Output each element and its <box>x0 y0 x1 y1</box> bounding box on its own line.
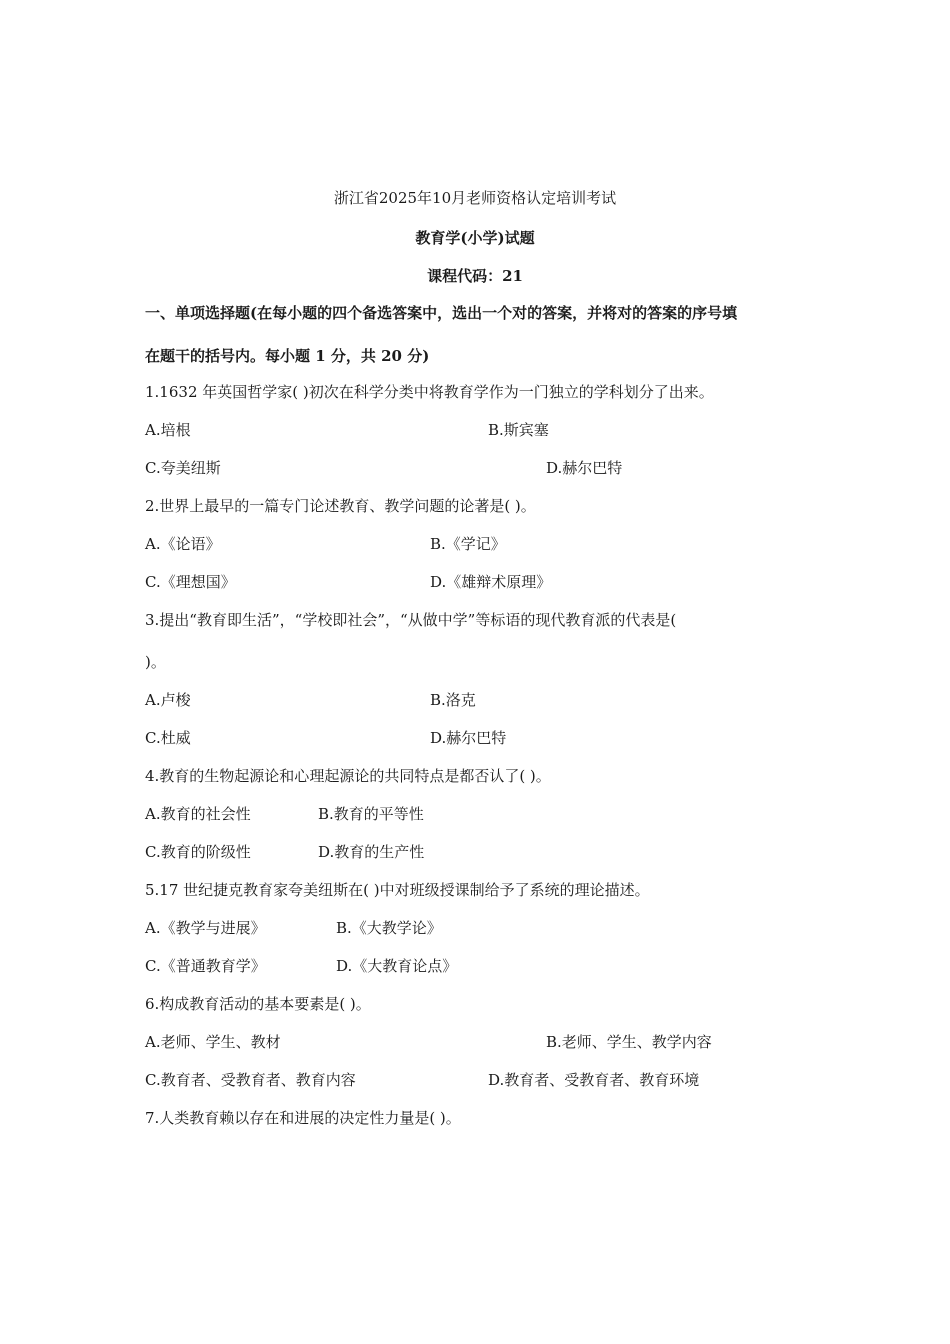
question-5-option-c: C.《普通教育学》 <box>145 957 266 975</box>
question-4-option-c: C.教育的阶级性 <box>145 843 251 861</box>
question-3-stem-continued: )。 <box>145 653 166 671</box>
question-2-option-a: A.《论语》 <box>145 535 221 553</box>
question-4-stem: 4.教育的生物起源论和心理起源论的共同特点是都否认了( )。 <box>145 767 551 785</box>
question-1-option-a: A.培根 <box>145 421 191 439</box>
question-5-option-a: A.《教学与进展》 <box>145 919 266 937</box>
section-heading-line2: 在题干的括号内。每小题 1 分，共 20 分) <box>145 347 430 365</box>
question-3-option-d: D.赫尔巴特 <box>430 729 507 747</box>
question-3-option-b: B.洛克 <box>430 691 476 709</box>
course-code: 课程代码：21 <box>427 267 523 285</box>
question-6-option-d: D.教育者、受教育者、教育环境 <box>488 1071 700 1089</box>
question-3-option-c: C.杜威 <box>145 729 191 747</box>
question-1-option-c: C.夸美纽斯 <box>145 459 221 477</box>
question-5-option-b: B.《大教学论》 <box>336 919 442 937</box>
question-6-option-c: C.教育者、受教育者、教育内容 <box>145 1071 356 1089</box>
question-1-stem: 1.1632 年英国哲学家( )初次在科学分类中将教育学作为一门独立的学科划分了出来。 <box>145 383 714 401</box>
question-6-option-a: A.老师、学生、教材 <box>145 1033 281 1051</box>
question-2-option-d: D.《雄辩术原理》 <box>430 573 552 591</box>
question-3-option-a: A.卢梭 <box>145 691 191 709</box>
question-6-stem: 6.构成教育活动的基本要素是( )。 <box>145 995 371 1013</box>
exam-title: 浙江省2025年10月老师资格认定培训考试 <box>333 189 617 207</box>
question-3-stem: 3.提出“教育即生活”，“学校即社会”，“从做中学”等标语的现代教育派的代表是( <box>145 611 677 629</box>
question-4-option-b: B.教育的平等性 <box>318 805 424 823</box>
question-5-stem: 5.17 世纪捷克教育家夸美纽斯在( )中对班级授课制给予了系统的理论描述。 <box>145 881 650 899</box>
question-1-option-b: B.斯宾塞 <box>488 421 549 439</box>
question-1-option-d: D.赫尔巴特 <box>546 459 623 477</box>
question-2-stem: 2.世界上最早的一篇专门论述教育、教学问题的论著是( )。 <box>145 497 536 515</box>
question-7-stem: 7.人类教育赖以存在和进展的决定性力量是( )。 <box>145 1109 461 1127</box>
question-2-option-c: C.《理想国》 <box>145 573 236 591</box>
question-5-option-d: D.《大教育论点》 <box>336 957 458 975</box>
exam-subtitle: 教育学(小学)试题 <box>415 229 535 247</box>
section-heading-line1: 一、单项选择题(在每小题的四个备选答案中，选出一个对的答案，并将对的答案的序号填 <box>145 304 738 322</box>
question-4-option-d: D.教育的生产性 <box>318 843 425 861</box>
question-4-option-a: A.教育的社会性 <box>145 805 251 823</box>
question-6-option-b: B.老师、学生、教学内容 <box>546 1033 712 1051</box>
question-2-option-b: B.《学记》 <box>430 535 506 553</box>
